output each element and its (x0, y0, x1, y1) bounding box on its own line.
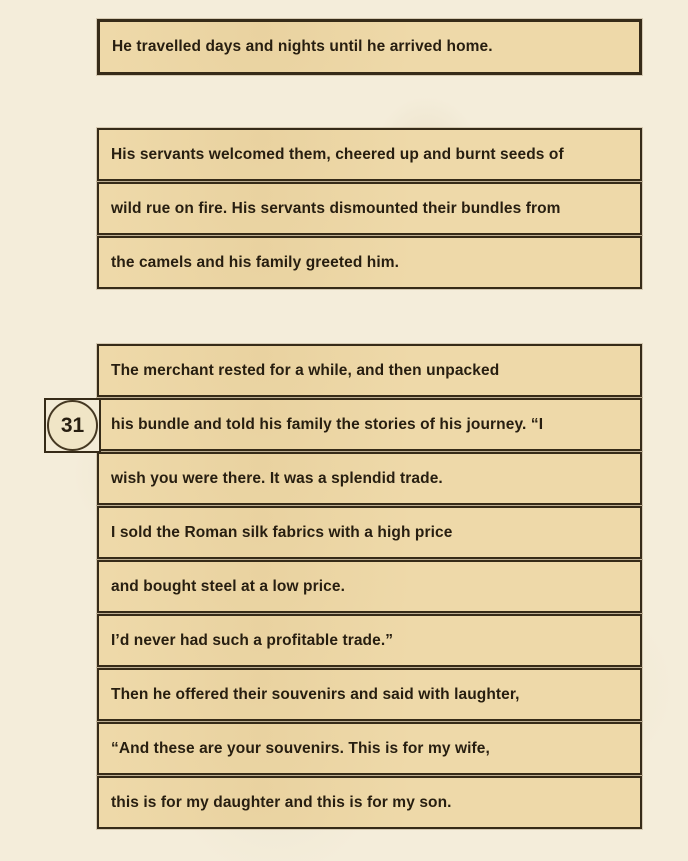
sentence-row: “And these are your souvenirs. This is for my wife, (97, 722, 642, 775)
sentence-row: I’d never had such a profitable trade.” (97, 614, 642, 667)
sentence-row: his bundle and told his family the stories of his journey. “I (97, 398, 642, 451)
sentence-row: the camels and his family greeted him. (97, 236, 642, 289)
sentence-block-2 (97, 128, 642, 289)
sentence-row: His servants welcomed them, cheered up and burnt seeds of (97, 128, 642, 181)
sentence-row: He travelled days and nights until he arrived home. (97, 19, 642, 75)
sentence-row: this is for my daughter and this is for my son. (97, 776, 642, 829)
sentence-row: and bought steel at a low price. (97, 560, 642, 613)
sentence-block-1 (97, 19, 642, 75)
sentence-row: The merchant rested for a while, and then unpacked (97, 344, 642, 397)
page-number-badge (44, 398, 101, 453)
page-number: 31 (60, 413, 85, 437)
sentence-row: wish you were there. It was a splendid trade. (97, 452, 642, 505)
sentence-row: wild rue on fire. His servants dismounted their bundles from (97, 182, 642, 235)
sentence-block-3 (97, 344, 642, 829)
page-number-circle (47, 400, 98, 451)
sentence-row: Then he offered their souvenirs and said with laughter, (97, 668, 642, 721)
sentence-row: I sold the Roman silk fabrics with a high price (97, 506, 642, 559)
